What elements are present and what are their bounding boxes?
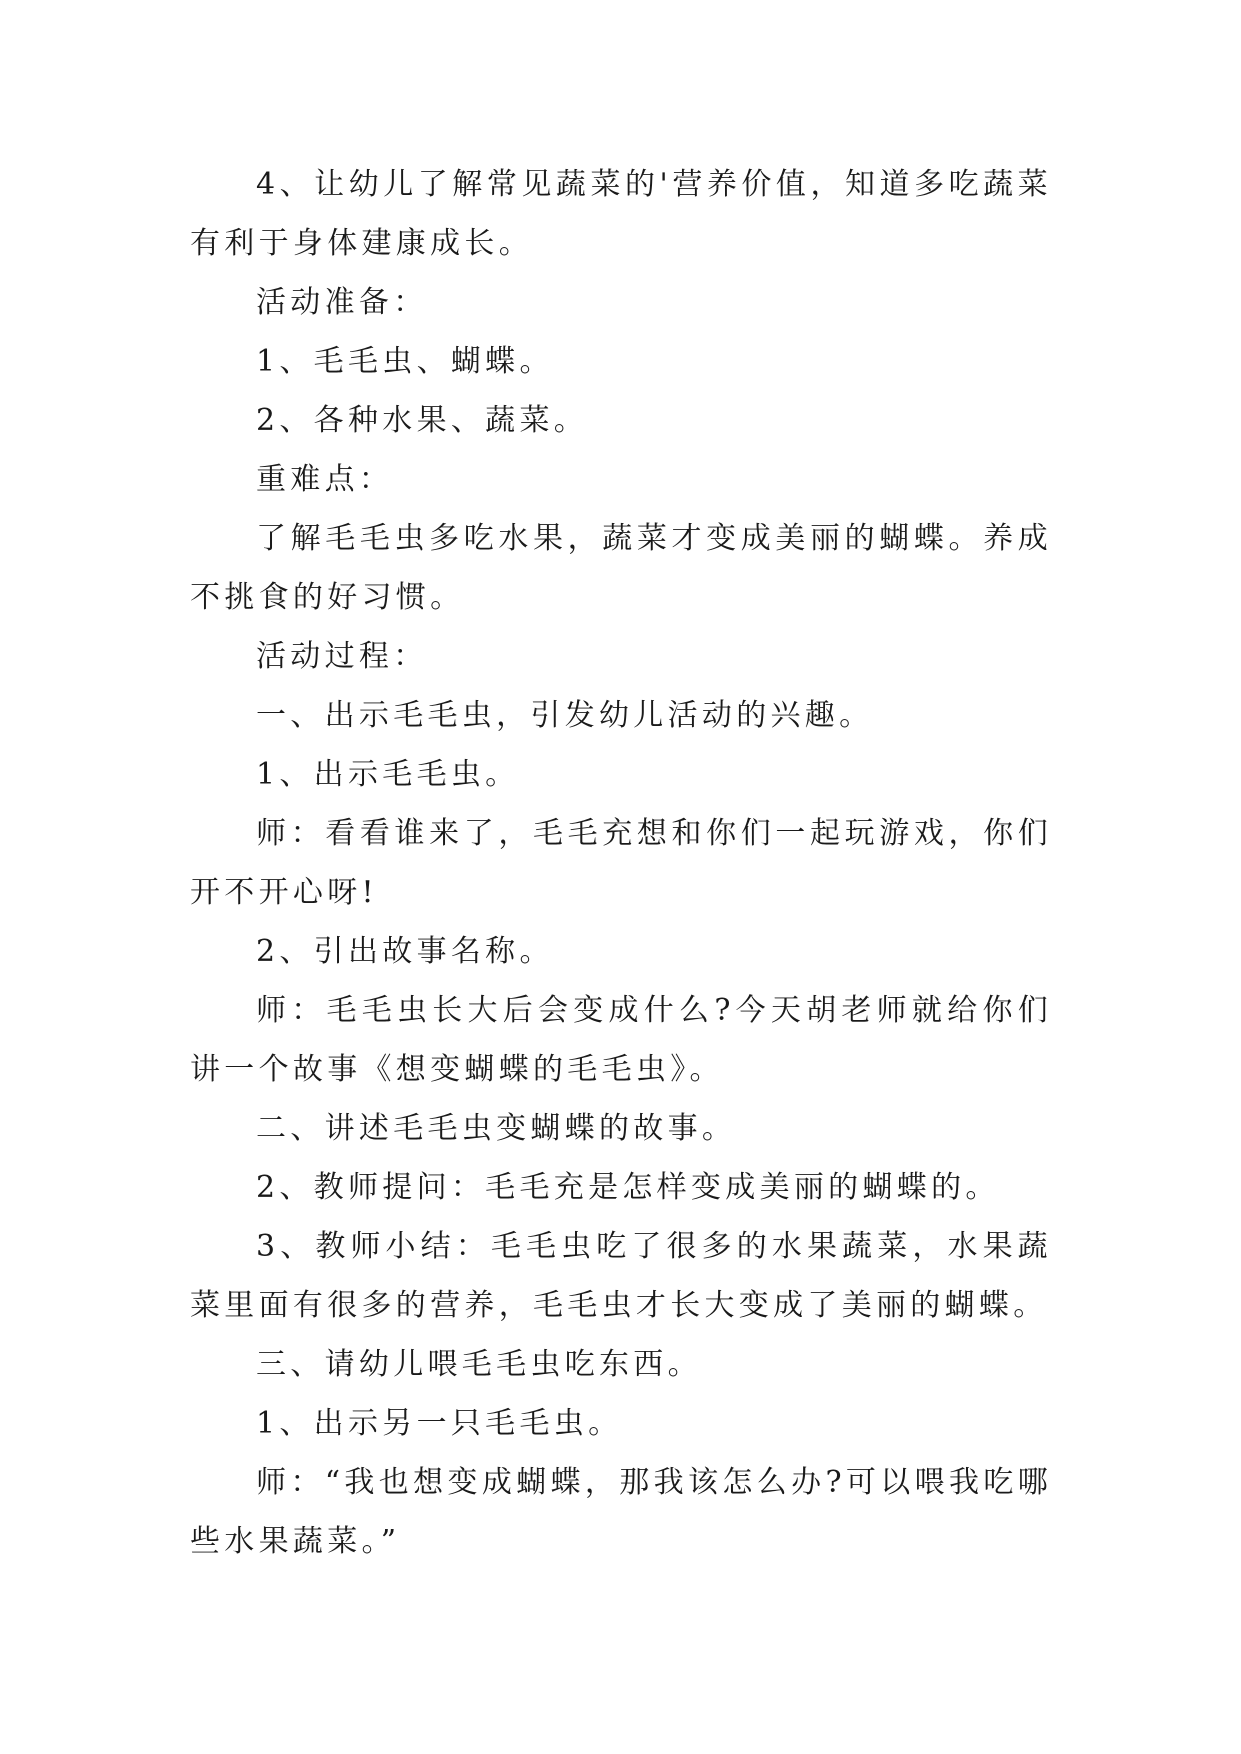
document-body — [190, 155, 1052, 1571]
paragraph-step-two: 二、讲述毛毛虫变蝴蝶的故事。 — [256, 1111, 737, 1146]
heading-activity-process: 活动过程： — [256, 639, 428, 674]
paragraph-step-two-3: 3、教师小结：毛毛虫吃了很多的水果蔬菜，水果蔬菜里面有很多的营养，毛毛虫才长大变成了美丽的蝴蝶。 — [190, 1229, 1052, 1323]
paragraph-key-points: 了解毛毛虫多吃水果，蔬菜才变成美丽的蝴蝶。养成不挑食的好习惯。 — [190, 521, 1052, 615]
paragraph-step-one-1: 1、出示毛毛虫。 — [256, 757, 520, 792]
paragraph-nutrition-goal: 4、让幼儿了解常见蔬菜的'营养价值，知道多吃蔬菜有利于身体建康成长。 — [190, 167, 1052, 261]
paragraph-prep-item-1: 1、毛毛虫、蝴蝶。 — [256, 344, 554, 379]
paragraph-teacher-line-3: 师：“我也想变成蝴蝶，那我该怎么办?可以喂我吃哪些水果蔬菜。” — [190, 1465, 1052, 1559]
paragraph-step-one: 一、出示毛毛虫，引发幼儿活动的兴趣。 — [256, 698, 874, 733]
paragraph-step-three: 三、请幼儿喂毛毛虫吃东西。 — [256, 1347, 702, 1382]
paragraph-step-three-1: 1、出示另一只毛毛虫。 — [256, 1406, 623, 1441]
paragraph-step-two-2: 2、教师提问：毛毛充是怎样变成美丽的蝴蝶的。 — [256, 1170, 1000, 1205]
paragraph-teacher-line-1: 师：看看谁来了，毛毛充想和你们一起玩游戏，你们开不开心呀! — [190, 816, 1052, 910]
paragraph-prep-item-2: 2、各种水果、蔬菜。 — [256, 403, 589, 438]
heading-key-points: 重难点： — [256, 462, 394, 497]
heading-activity-preparation: 活动准备： — [256, 285, 428, 320]
paragraph-teacher-line-2: 师：毛毛虫长大后会变成什么?今天胡老师就给你们讲一个故事《想变蝴蝶的毛毛虫》。 — [190, 993, 1052, 1087]
paragraph-step-one-2: 2、引出故事名称。 — [256, 934, 554, 969]
